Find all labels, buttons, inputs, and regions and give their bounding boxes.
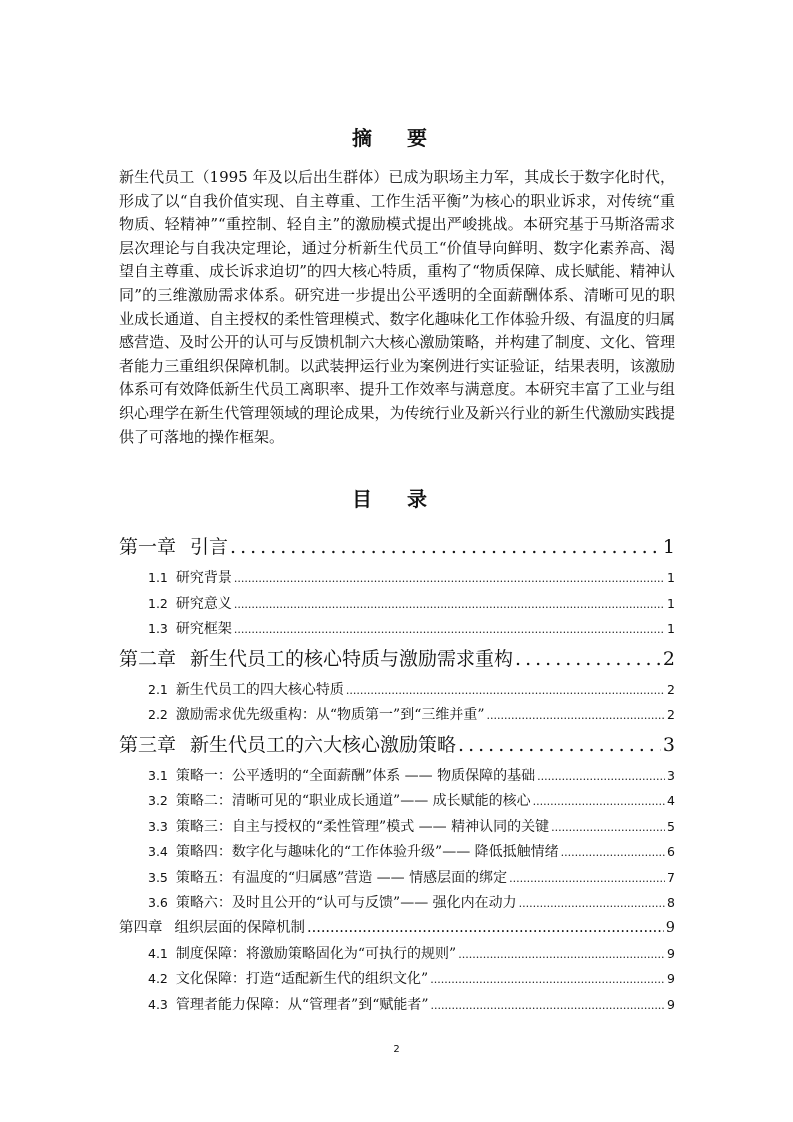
section-number: 3.4 — [148, 844, 168, 859]
section-page-number: 1 — [667, 570, 675, 585]
toc-chapter-3[interactable] — [119, 730, 675, 760]
toc-section-1-1[interactable] — [119, 565, 675, 591]
section-page-number: 2 — [667, 707, 675, 722]
dot-leader — [519, 891, 665, 916]
toc-section-3-2[interactable] — [119, 788, 675, 814]
section-page-number: 8 — [667, 895, 675, 910]
chapter-number: 第三章 — [119, 733, 177, 756]
dot-leader — [431, 993, 666, 1018]
section-title: 研究意义 — [175, 595, 232, 612]
section-page-number: 5 — [667, 818, 675, 834]
toc-chapter-4[interactable] — [119, 916, 675, 941]
dot-leader — [230, 532, 661, 562]
table-of-contents — [119, 530, 675, 1017]
dot-leader — [234, 592, 665, 617]
section-number: 3.6 — [148, 895, 168, 910]
dot-leader — [561, 840, 665, 865]
page-number: 2 — [393, 1044, 400, 1055]
chapter-title: 新生代员工的核心特质与激励需求重构 — [190, 647, 514, 670]
section-page-number: 1 — [667, 621, 675, 636]
section-number: 2.1 — [148, 681, 168, 697]
dot-leader — [234, 617, 665, 642]
chapter-number: 第二章 — [119, 647, 177, 670]
toc-section-1-2[interactable] — [119, 591, 675, 617]
chapter-page-number: 2 — [662, 647, 675, 670]
toc-section-3-6[interactable] — [119, 890, 675, 916]
section-number: 3.5 — [148, 869, 168, 885]
toc-section-4-2[interactable] — [119, 966, 675, 992]
dot-leader — [515, 644, 661, 674]
dot-leader — [533, 789, 665, 814]
section-number: 3.2 — [148, 793, 168, 808]
dot-leader — [234, 566, 665, 591]
dot-leader — [537, 764, 665, 789]
section-page-number: 6 — [667, 844, 675, 859]
section-page-number: 3 — [667, 767, 675, 783]
toc-section-4-3[interactable] — [119, 992, 675, 1018]
section-page-number: 7 — [667, 869, 675, 885]
dot-leader — [487, 703, 666, 728]
dot-leader — [307, 916, 664, 941]
toc-chapter-2[interactable] — [119, 644, 675, 674]
dot-leader — [430, 967, 665, 992]
section-number: 4.1 — [148, 945, 168, 961]
abstract-title: 摘 要 — [352, 126, 441, 150]
chapter-title: 引言 — [190, 536, 229, 558]
toc-section-3-1[interactable] — [119, 763, 675, 789]
toc-section-3-3[interactable] — [119, 814, 675, 840]
abstract-body: 新生代员工（1995 年及以后出生群体）已成为职场主力军，其成长于数字化时代，形成了以“自我价值实现、自主尊重、工作生活平衡”为核心的职业诉求，对传统“重物质、轻精神”“重控制、轻自主”的激励模式提出严峻挑战。本研究基于马斯洛需求层次理论与自我决定理论，通过分析新生代员工“价值导向鲜明、数字化素养高、渴望自主尊重、成长诉求迫切”的四大核心特质，重构了“物质保障、成长赋能、精神认同”的三维激励需求体系。研究进一步提出公平透明的全面薪酬体系、清晰可见的职业成长通道、自主授权的柔性管理模式、数字化趣味化工作体验升级、有温度的归属感营造、及时公开的认可与反馈机制六大核心激励策略，并构建了制度、文化、管理者能力三重组织保障机制。以武装押运行业为案例进行实证验证，结果表明，该激励体系可有效降低新生代员工离职率、提升工作效率与满意度。本研究丰富了工业与组织心理学在新生代管理领域的理论成果，为传统行业及新兴行业的新生代激励实践提供了可落地的操作框架。 — [119, 168, 675, 446]
dot-leader — [458, 730, 661, 760]
chapter-page-number: 3 — [662, 733, 675, 756]
section-title: 策略六：及时且公开的“认可与反馈”—— 强化内在动力 — [175, 895, 517, 911]
section-number: 3.3 — [148, 818, 168, 834]
toc-section-2-1[interactable] — [119, 677, 675, 703]
section-title: 策略一：公平透明的“全面薪酬”体系 —— 物质保障的基础 — [175, 767, 536, 784]
section-title: 策略三：自主与授权的“柔性管理”模式 —— 精神认同的关键 — [175, 818, 550, 835]
dot-leader — [551, 815, 665, 840]
dot-leader — [458, 942, 665, 967]
toc-section-3-4[interactable] — [119, 839, 675, 865]
section-page-number: 2 — [667, 681, 675, 697]
section-title: 文化保障：打造“适配新生代的组织文化” — [175, 971, 429, 987]
chapter-title: 新生代员工的六大核心激励策略 — [190, 733, 457, 756]
section-number: 4.3 — [148, 996, 168, 1012]
section-page-number: 9 — [667, 996, 675, 1012]
toc-section-3-5[interactable] — [119, 865, 675, 891]
section-page-number: 9 — [667, 945, 675, 961]
chapter-page-number: 9 — [665, 919, 675, 936]
chapter-title: 组织层面的保障机制 — [174, 919, 305, 936]
section-title: 激励需求优先级重构：从“物质第一”到“三维并重” — [175, 707, 485, 723]
section-number: 4.2 — [148, 971, 168, 986]
chapter-number: 第四章 — [119, 919, 163, 936]
section-title: 研究背景 — [175, 570, 232, 586]
section-number: 2.2 — [148, 707, 168, 722]
section-title: 策略四：数字化与趣味化的“工作体验升级”—— 降低抵触情绪 — [175, 844, 559, 860]
section-title: 研究框架 — [175, 621, 232, 637]
section-title: 新生代员工的四大核心特质 — [175, 681, 344, 698]
toc-section-1-3[interactable] — [119, 616, 675, 642]
section-number: 1.1 — [148, 570, 168, 585]
section-number: 3.1 — [148, 767, 168, 783]
toc-section-4-1[interactable] — [119, 941, 675, 967]
section-number: 1.2 — [148, 595, 168, 611]
section-title: 策略五：有温度的“归属感”营造 —— 情感层面的绑定 — [175, 869, 508, 886]
toc-section-2-2[interactable] — [119, 702, 675, 728]
section-title: 策略二：清晰可见的“职业成长通道”—— 成长赋能的核心 — [175, 793, 531, 809]
section-page-number: 4 — [667, 793, 675, 808]
toc-title: 目 录 — [352, 487, 441, 511]
chapter-number: 第一章 — [119, 536, 177, 558]
dot-leader — [509, 866, 665, 891]
section-title: 制度保障：将激励策略固化为“可执行的规则” — [175, 945, 457, 962]
section-number: 1.3 — [148, 621, 168, 636]
section-page-number: 1 — [667, 595, 675, 611]
section-title: 管理者能力保障：从“管理者”到“赋能者” — [175, 996, 429, 1013]
dot-leader — [346, 678, 665, 703]
chapter-page-number: 1 — [662, 536, 675, 558]
toc-chapter-1[interactable] — [119, 532, 675, 562]
section-page-number: 9 — [667, 971, 675, 986]
